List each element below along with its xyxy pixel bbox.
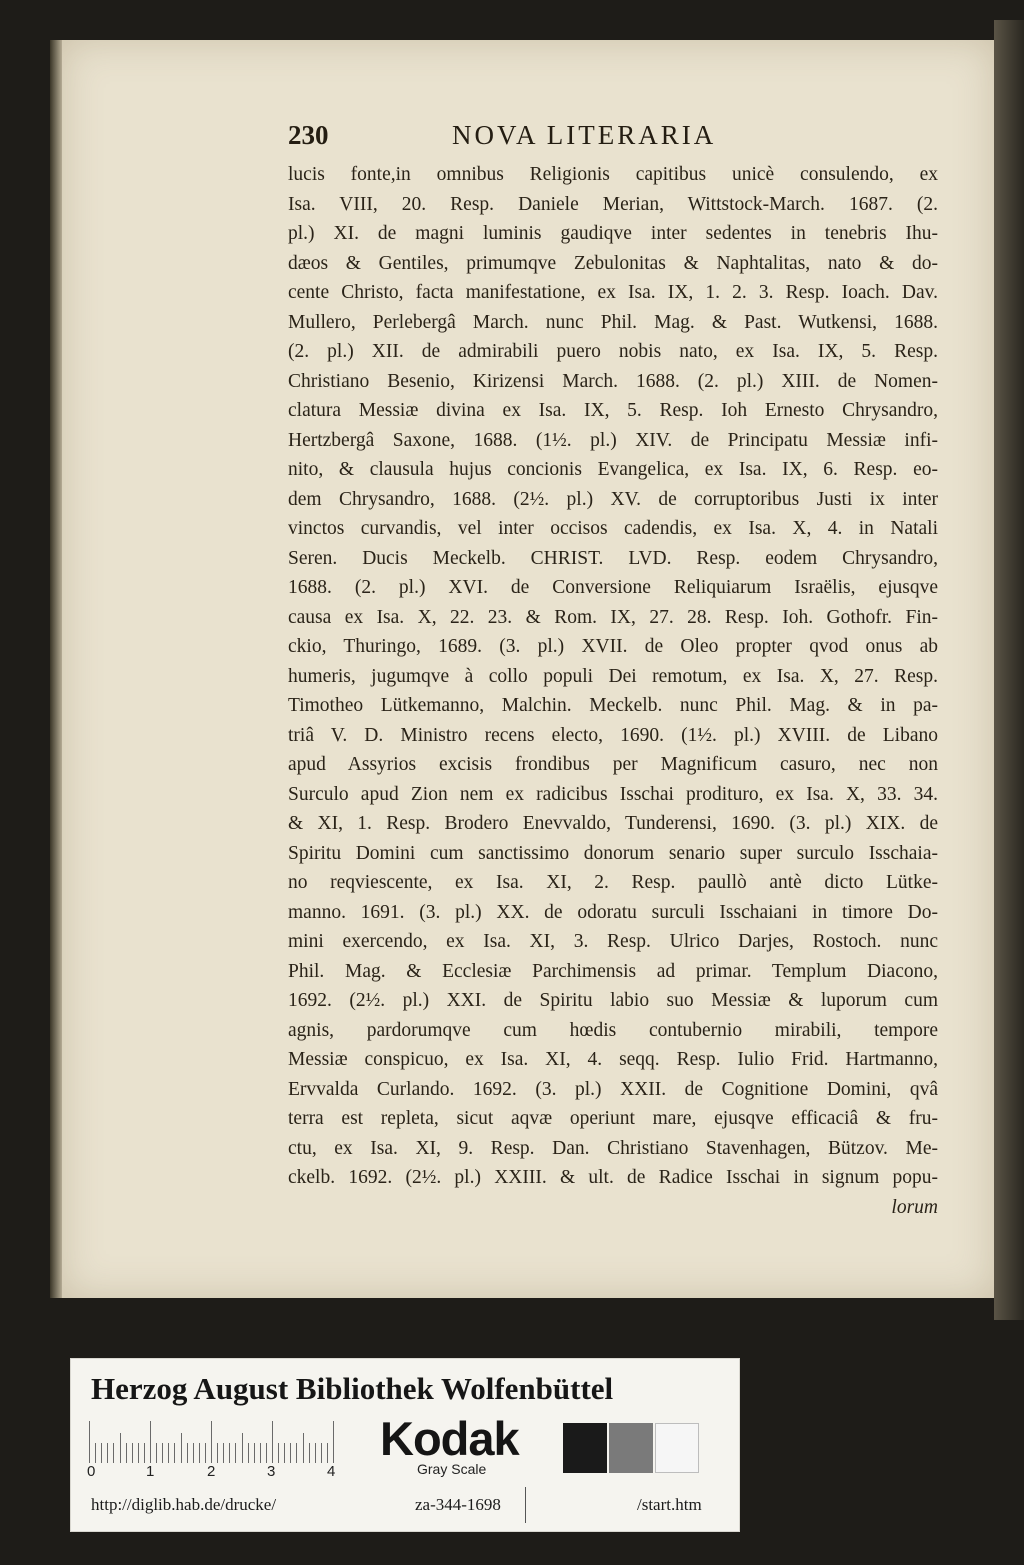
library-name: Herzog August Bibliothek Wolfenbüttel [91, 1371, 614, 1406]
ruler-tick [150, 1421, 151, 1463]
scale-number: 3 [267, 1463, 276, 1480]
text-line: cente Christo, facta manifestatione, ex Isa. IX, 1. 2. 3. Resp. Ioach. Dav. [288, 282, 938, 303]
ruler-tick [199, 1443, 200, 1463]
ruler-tick [242, 1433, 243, 1463]
ruler-tick [315, 1443, 316, 1463]
text-line: no reqviescente, ex Isa. XI, 2. Resp. paullò antè dicto Lütke- [288, 872, 938, 893]
text-line: Seren. Ducis Meckelb. CHRIST. LVD. Resp. eodem Chrysandro, [288, 547, 938, 569]
scale-ruler [89, 1421, 351, 1463]
text-line: Mullero, Perlebergâ March. nunc Phil. Mag. & Past. Wutkensi, 1688. [288, 311, 938, 333]
ruler-tick [248, 1443, 249, 1463]
text-line: causa ex Isa. X, 22. 23. & Rom. IX, 27. 28. Resp. Ioh. Gothofr. Fin- [288, 606, 938, 628]
text-line: (2. pl.) XII. de admirabili puero nobis nato, ex Isa. IX, 5. Resp. [288, 341, 938, 362]
ruler-tick [303, 1433, 304, 1463]
text-line: agnis, pardorumqve cum hœdis contubernio mirabili, tempore [288, 1019, 938, 1041]
ruler-tick [327, 1443, 328, 1463]
ruler-tick [126, 1443, 127, 1463]
text-line: ckelb. 1692. (2½. pl.) XXIII. & ult. de Radice Isschai in signum popu- [288, 1167, 938, 1188]
running-title: NOVA LITERARIA [452, 120, 717, 150]
ruler-tick [168, 1443, 169, 1463]
ruler-tick [266, 1443, 267, 1463]
text-line: clatura Messiæ divina ex Isa. IX, 5. Resp. Ioh Ernesto Chrysandro, [288, 400, 938, 421]
ruler-tick [120, 1433, 121, 1463]
ruler-tick [132, 1443, 133, 1463]
text-line: ctu, ex Isa. XI, 9. Resp. Dan. Christiano Stavenhagen, Bützov. Me- [288, 1137, 938, 1159]
text-line: 1692. (2½. pl.) XXI. de Spiritu labio suo Messiæ & luporum cum [288, 990, 938, 1011]
text-line: vinctos curvandis, vel inter occisos cadendis, ex Isa. X, 4. in Natali [288, 518, 938, 539]
ruler-tick [223, 1443, 224, 1463]
text-line: apud Assyrios excisis frondibus per Magnificum casuro, nec non [288, 754, 938, 775]
ruler-tick [144, 1443, 145, 1463]
ruler-tick [181, 1433, 182, 1463]
scale-number: 0 [87, 1463, 96, 1480]
ruler-tick [284, 1443, 285, 1463]
text-line: Timotheo Lütkemanno, Malchin. Meckelb. nunc Phil. Mag. & in pa- [288, 695, 938, 716]
ruler-tick [193, 1443, 194, 1463]
kodak-logo: Kodak [380, 1412, 519, 1465]
color-target-card [70, 1358, 740, 1532]
ruler-tick [162, 1443, 163, 1463]
ruler-tick [321, 1443, 322, 1463]
text-line: dæos & Gentiles, primumqve Zebulonitas & Naphtalitas, nato & do- [288, 252, 938, 274]
ruler-tick [254, 1443, 255, 1463]
text-line: terra est repleta, sicut aqvæ operiunt mare, ejusqve efficaciâ & fru- [288, 1108, 938, 1129]
text-line: dem Chrysandro, 1688. (2½. pl.) XV. de corruptoribus Justi ix inter [288, 488, 938, 510]
text-line: pl.) XI. de magni luminis gaudiqve inter sedentes in tenebris Ihu- [288, 223, 938, 244]
ruler-tick [187, 1443, 188, 1463]
ruler-tick [138, 1443, 139, 1463]
gray-patch-white [655, 1423, 699, 1473]
gray-patch-black [563, 1423, 607, 1473]
text-line: Isa. VIII, 20. Resp. Daniele Merian, Wittstock-March. 1687. (2. [288, 193, 938, 215]
page-number: 230 [288, 120, 329, 150]
page-header [288, 120, 768, 154]
text-line: Spiritu Domini cum sanctissimo donorum senario super surculo Isschaia- [288, 842, 938, 864]
source-url: http://diglib.hab.de/drucke/ [91, 1495, 277, 1514]
text-line: nito, & clausula hujus concionis Evangelica, ex Isa. IX, 6. Resp. eo- [288, 459, 938, 480]
ruler-tick [101, 1443, 102, 1463]
text-line: Surculo apud Zion nem ex radicibus Isschai prodituro, ex Isa. X, 33. 34. [288, 783, 938, 805]
ruler-tick [217, 1443, 218, 1463]
text-line: Phil. Mag. & Ecclesiæ Parchimensis ad primar. Templum Diacono, [288, 960, 938, 982]
text-line: humeris, jugumqve à collo populi Dei remotum, ex Isa. X, 27. Resp. [288, 665, 938, 687]
ruler-tick [205, 1443, 206, 1463]
scanner-background-strip [994, 20, 1024, 1320]
ruler-tick [156, 1443, 157, 1463]
shelfmark: za-344-1698 [415, 1495, 501, 1514]
text-line: & XI, 1. Resp. Brodero Enevvaldo, Tunderensi, 1690. (3. pl.) XIX. de [288, 813, 938, 834]
ruler-tick [296, 1443, 297, 1463]
ruler-tick [290, 1443, 291, 1463]
gray-patch-mid [609, 1423, 653, 1473]
ruler-tick [272, 1421, 273, 1463]
text-line: manno. 1691. (3. pl.) XX. de odoratu surculi Isschaiani in timore Do- [288, 901, 938, 923]
divider [525, 1487, 526, 1523]
ruler-tick [95, 1443, 96, 1463]
ruler-tick [278, 1443, 279, 1463]
ruler-tick [309, 1443, 310, 1463]
ruler-tick [211, 1421, 212, 1463]
scale-number: 1 [146, 1463, 155, 1480]
text-line: ckio, Thuringo, 1689. (3. pl.) XVII. de Oleo propter qvod onus ab [288, 636, 938, 657]
ruler-tick [113, 1443, 114, 1463]
ruler-tick [89, 1421, 90, 1463]
ruler-tick [229, 1443, 230, 1463]
text-line: Ervvalda Curlando. 1692. (3. pl.) XXII. de Cognitione Domini, qvâ [288, 1078, 938, 1100]
body-text [288, 160, 938, 1222]
text-line: Christiano Besenio, Kirizensi March. 1688. (2. pl.) XIII. de Nomen- [288, 370, 938, 392]
scale-number: 2 [207, 1463, 216, 1480]
gray-scale-label: Gray Scale [417, 1461, 487, 1477]
text-line: lorum [891, 1196, 938, 1218]
ruler-tick [333, 1421, 334, 1463]
text-line: lucis fonte,in omnibus Religionis capitibus unicè consulendo, ex [288, 164, 938, 185]
ruler-tick [174, 1443, 175, 1463]
text-line: mini exercendo, ex Isa. XI, 3. Resp. Ulrico Darjes, Rostoch. nunc [288, 931, 938, 952]
text-line: 1688. (2. pl.) XVI. de Conversione Reliquiarum Israëlis, ejusqve [288, 577, 938, 598]
text-line: Hertzbergâ Saxone, 1688. (1½. pl.) XIV. de Principatu Messiæ infi- [288, 429, 938, 451]
ruler-tick [107, 1443, 108, 1463]
text-line: Messiæ conspicuo, ex Isa. XI, 4. seqq. Resp. Iulio Frid. Hartmanno, [288, 1049, 938, 1070]
start-url: /start.htm [637, 1495, 702, 1514]
ruler-tick [235, 1443, 236, 1463]
text-line: triâ V. D. Ministro recens electo, 1690. (1½. pl.) XVIII. de Libano [288, 724, 938, 746]
ruler-tick [260, 1443, 261, 1463]
scale-number: 4 [327, 1463, 336, 1480]
